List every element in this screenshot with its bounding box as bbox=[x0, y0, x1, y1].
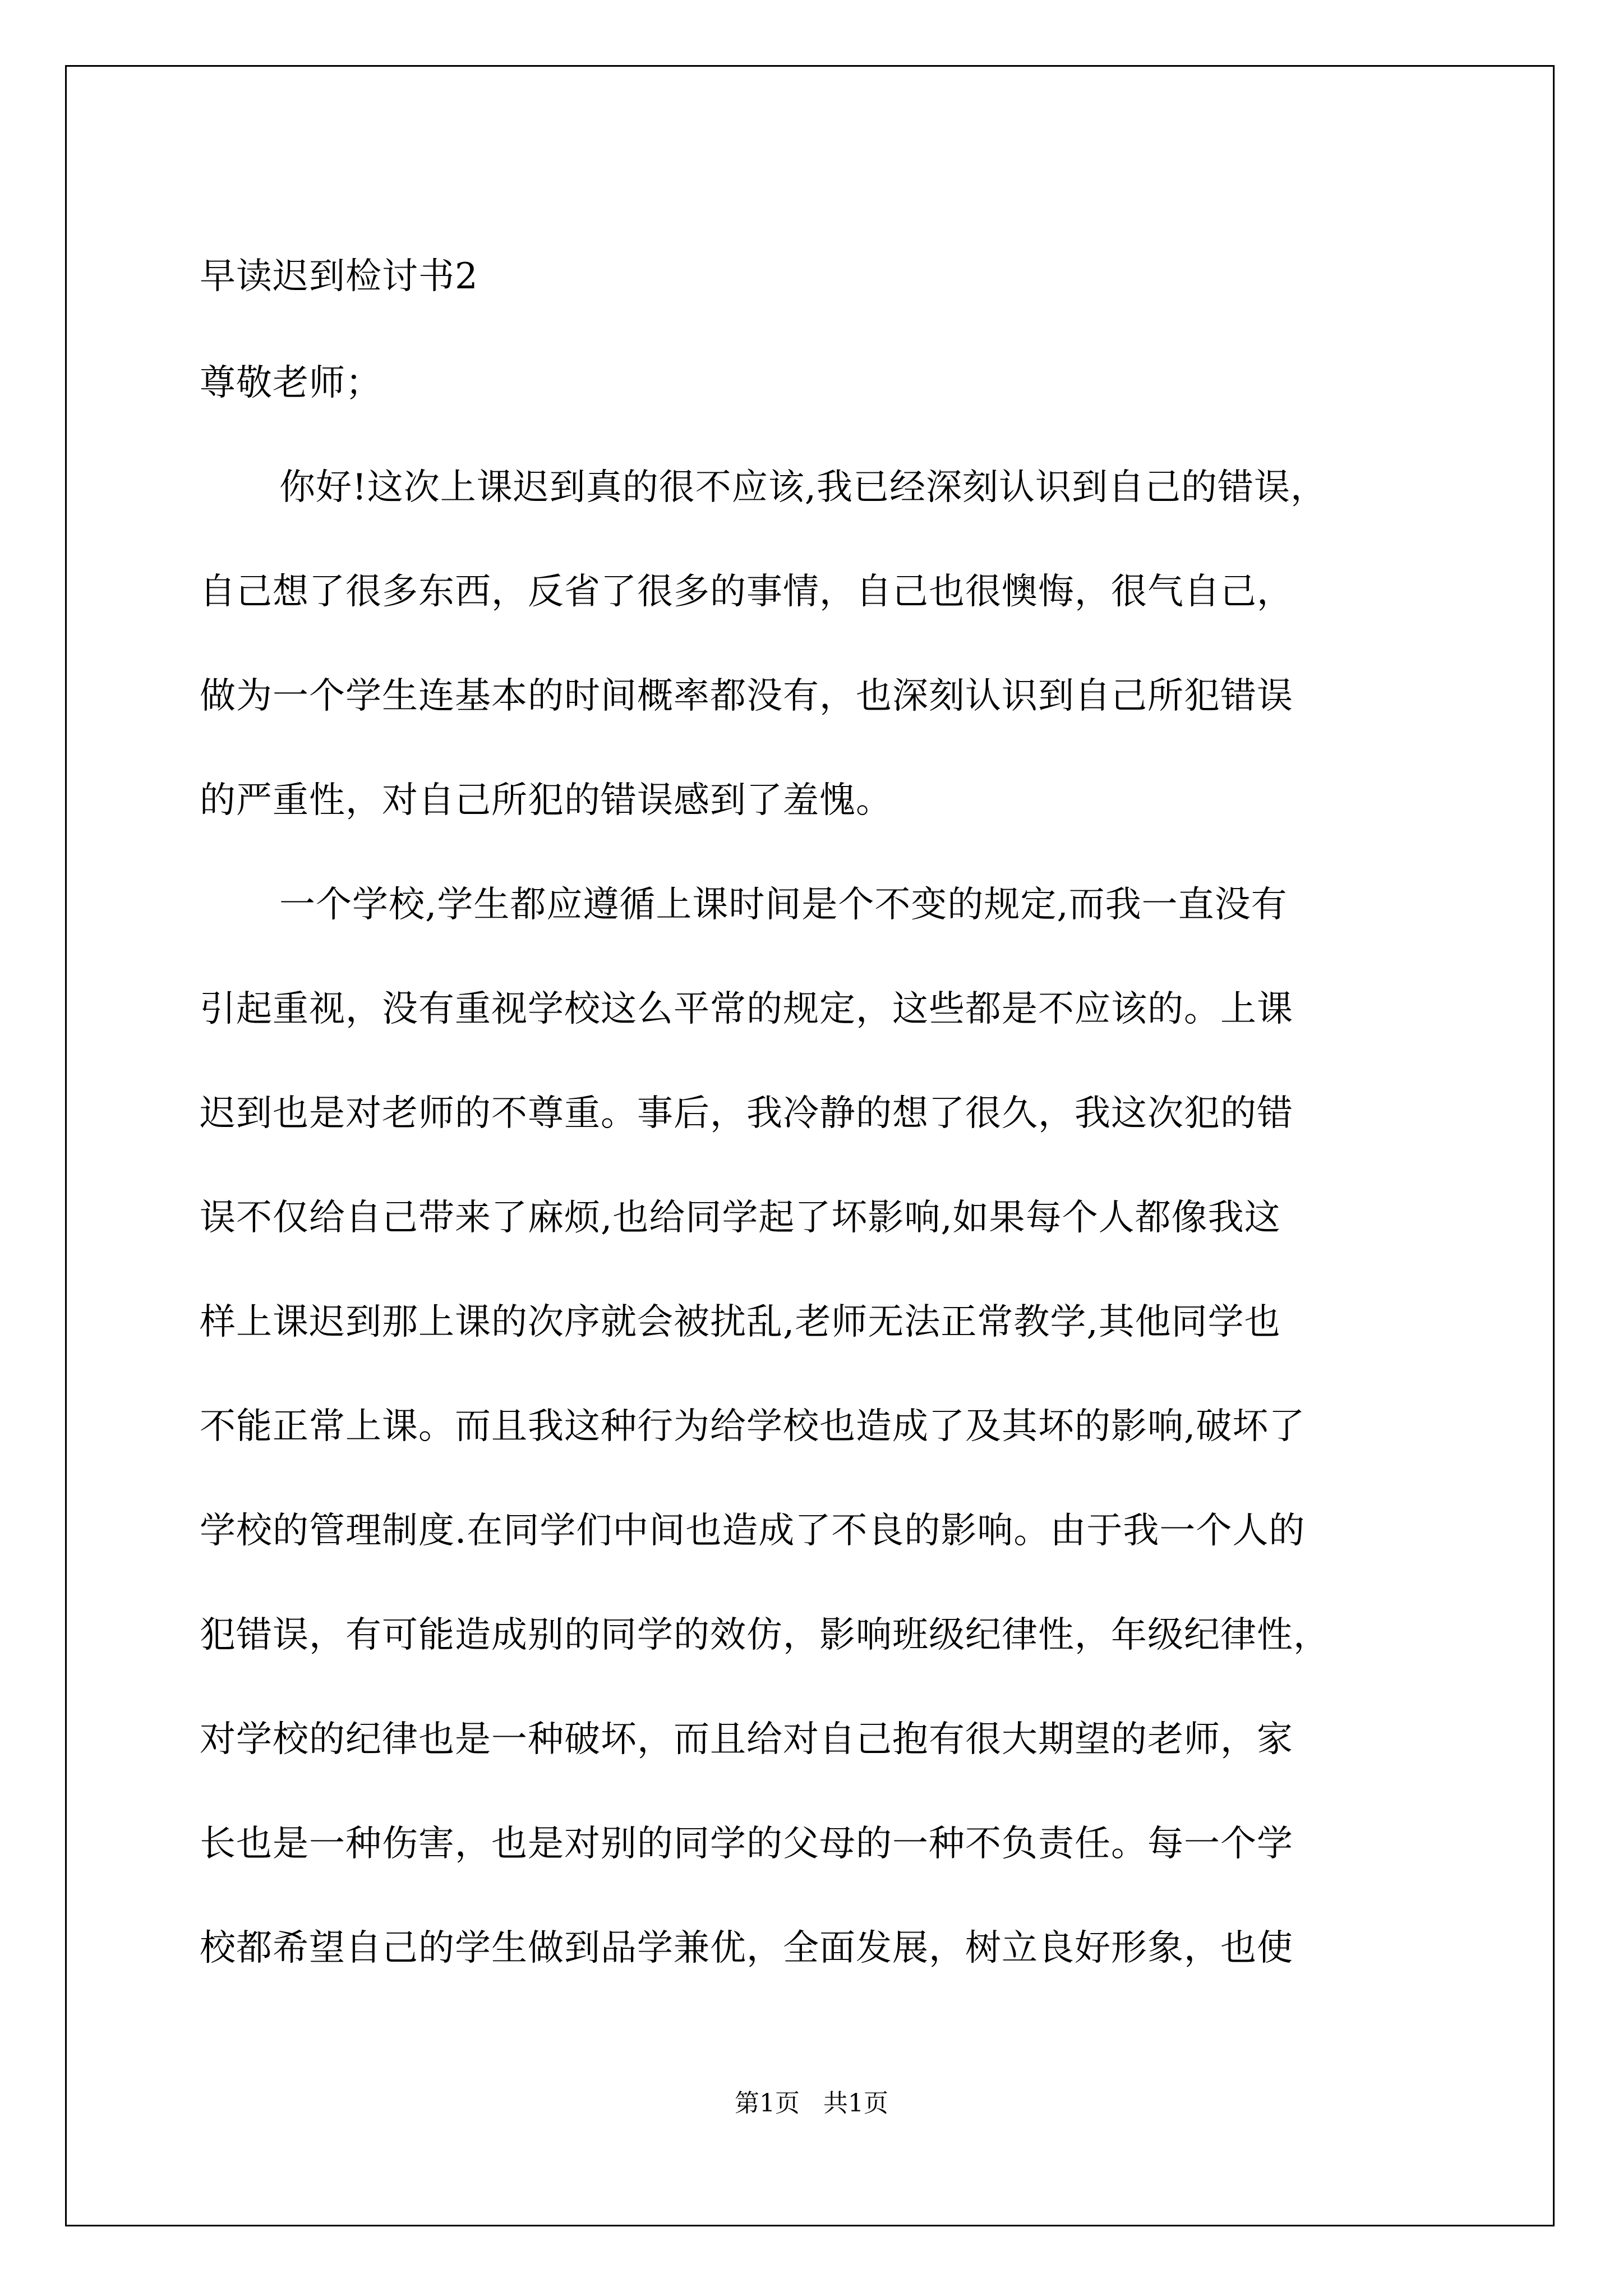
paragraph-line: 学校的管理制度.在同学们中间也造成了不良的影响。由于我一个人的 bbox=[200, 1510, 1306, 1552]
paragraph-line: 犯错误，有可能造成别的同学的效仿，影响班级纪律性，年级纪律性， bbox=[200, 1614, 1330, 1656]
paragraph-line: 引起重视，没有重视学校这么平常的规定，这些都是不应该的。上课 bbox=[200, 988, 1293, 1030]
paragraph-line: 一个学校,学生都应遵循上课时间是个不变的规定,而我一直没有 bbox=[279, 884, 1288, 926]
paragraph-line: 你好!这次上课迟到真的很不应该,我已经深刻认识到自己的错误， bbox=[279, 467, 1327, 508]
paragraph-line: 做为一个学生连基本的时间概率都没有，也深刻认识到自己所犯错误 bbox=[200, 675, 1293, 717]
paragraph-line: 校都希望自己的学生做到品学兼优，全面发展，树立良好形象，也使 bbox=[200, 1927, 1293, 1969]
paragraph-line: 迟到也是对老师的不尊重。事后，我冷静的想了很久，我这次犯的错 bbox=[200, 1093, 1293, 1134]
paragraph-1 bbox=[200, 435, 1445, 853]
paragraph-line: 不能正常上课。而且我这种行为给学校也造成了及其坏的影响,破坏了 bbox=[200, 1406, 1306, 1447]
paragraph-line: 对学校的纪律也是一种破坏，而且给对自己抱有很大期望的老师，家 bbox=[200, 1719, 1293, 1760]
paragraph-2 bbox=[200, 853, 1445, 2000]
document-body bbox=[200, 224, 1445, 2000]
paragraph-line: 长也是一种伤害，也是对别的同学的父母的一种不负责任。每一个学 bbox=[200, 1823, 1293, 1865]
document-title: 早读迟到检讨书2 bbox=[200, 256, 478, 297]
paragraph-line: 样上课迟到那上课的次序就会被扰乱,老师无法正常教学,其他同学也 bbox=[200, 1301, 1281, 1343]
page-footer: 第1页 共1页 bbox=[735, 2089, 888, 2118]
paragraph-line: 误不仅给自己带来了麻烦,也给同学起了坏影响,如果每个人都像我这 bbox=[200, 1197, 1281, 1239]
paragraph-line: 自己想了很多东西，反省了很多的事情，自己也很懊悔，很气自己， bbox=[200, 571, 1293, 613]
paragraph-line: 的严重性，对自己所犯的错误感到了羞愧。 bbox=[200, 780, 892, 821]
greeting: 尊敬老师； bbox=[200, 362, 382, 404]
